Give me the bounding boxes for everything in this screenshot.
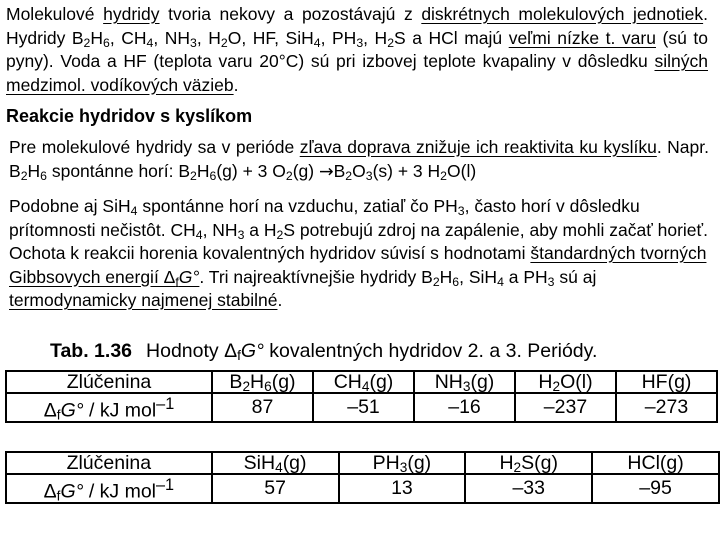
text: H [538, 371, 553, 393]
compound-cell [339, 452, 466, 474]
table-row [6, 474, 719, 503]
subscript: 3 [457, 204, 465, 218]
text: (g) + 3 O [216, 160, 286, 181]
text: B [229, 371, 243, 393]
text: Δ [43, 480, 57, 503]
text: (g) [470, 371, 495, 393]
subscript: 2 [345, 168, 353, 183]
subscript: 4 [195, 227, 203, 242]
text: H [347, 371, 362, 393]
text: . [233, 74, 239, 95]
text: . [277, 290, 283, 310]
text: G° [60, 480, 84, 503]
table-number: Tab. 1.36 [50, 340, 133, 362]
text: P [372, 452, 386, 474]
text: , SiH [459, 266, 498, 287]
text: F [655, 371, 668, 393]
subscript: 6 [452, 274, 460, 289]
text: , NH [153, 27, 191, 48]
subscript: 2 [242, 379, 251, 394]
text: N [434, 371, 449, 393]
subscript: 2 [552, 379, 561, 394]
subscript: 3 [237, 227, 245, 242]
subscript: 3 [462, 379, 471, 394]
value-cell: 87 [212, 393, 313, 422]
compound-cell [465, 452, 592, 474]
text: C [333, 371, 348, 393]
table-row [6, 371, 717, 393]
compound-cell [414, 371, 515, 393]
text: Δ [43, 399, 57, 422]
text: (s) + 3 H [372, 160, 441, 181]
text: H [250, 371, 265, 393]
term-termodynamicka-stabilita: termodynamicky najmenej stabilné [9, 290, 278, 310]
subscript: 2 [387, 35, 395, 50]
text: G° [240, 340, 264, 362]
text: , PH [320, 27, 357, 48]
text: O [560, 371, 576, 393]
value-cell: –51 [313, 393, 414, 422]
subscript: f [175, 274, 179, 289]
compound-cell [616, 371, 717, 393]
subscript: 6 [40, 168, 47, 183]
text: , CH [109, 27, 147, 48]
text: tvoria nekovy a pozostávajú z [159, 4, 422, 24]
subscript: 3 [190, 35, 197, 50]
subscript: 2 [285, 168, 293, 183]
text: Podobne aj SiH [9, 196, 131, 216]
value-cell: –95 [592, 474, 719, 503]
text: Cl [641, 452, 660, 474]
text: H [499, 452, 514, 474]
compound-cell [212, 452, 339, 474]
text: G° [178, 266, 200, 287]
text: (g) [271, 371, 296, 393]
subscript: 2 [190, 168, 197, 183]
text: O, HF, SiH [227, 27, 314, 48]
text: štandardných tvorných Gibbsovych energií Δ [9, 243, 707, 287]
text: H [27, 160, 41, 181]
subscript: f [56, 407, 61, 423]
text: Pre molekulové hydridy sa v perióde [9, 137, 300, 157]
gibbs-table-period-3 [5, 451, 720, 504]
text: S [521, 452, 535, 474]
subscript: 4 [313, 35, 321, 50]
text: G° [60, 399, 84, 422]
text: O(l) [447, 160, 477, 181]
table-row [6, 393, 717, 422]
text: H [385, 452, 400, 474]
subscript: 2 [83, 35, 91, 50]
subscript: 4 [146, 35, 154, 50]
text: spontánne horí na vzduchu, zatiaľ čo PH [137, 196, 458, 216]
subscript: f [237, 348, 241, 363]
text: , H [196, 27, 221, 48]
text: H [627, 452, 642, 474]
header-compound: Zlúčenina [6, 452, 212, 474]
subscript: 3 [365, 168, 373, 183]
text: H [90, 27, 104, 48]
text: H [448, 371, 463, 393]
subscript: f [56, 488, 61, 504]
subscript: 4 [361, 379, 370, 394]
text: (g) [407, 452, 432, 474]
text: / kJ mol [83, 480, 156, 503]
text: / kJ mol [83, 399, 157, 422]
text: H [641, 371, 656, 393]
text: (g) [667, 371, 692, 393]
subscript: 4 [275, 460, 283, 475]
subscript: 2 [20, 168, 28, 183]
text: a H [244, 219, 277, 240]
value-cell: –16 [414, 393, 515, 422]
subscript: 4 [497, 274, 504, 289]
subscript: 2 [440, 168, 447, 183]
text: . Tri najreaktívnejšie hydridy B [199, 266, 433, 287]
subscript: 6 [209, 168, 217, 183]
text: (g) [534, 452, 558, 474]
text: (g) [292, 160, 319, 181]
term-reaktivita: zľava doprava znižuje ich reaktivita ku kyslíku [299, 137, 657, 157]
header-gibbs-energy [6, 393, 212, 422]
subscript: 2 [276, 227, 284, 242]
text: (l) [575, 371, 593, 393]
value-cell: 13 [339, 474, 466, 503]
paragraph-gibbs [9, 195, 715, 313]
value-cell: 57 [212, 474, 339, 503]
subscript: 3 [399, 460, 408, 475]
compound-cell [212, 371, 313, 393]
text: a PH [503, 266, 548, 287]
text: sú aj [554, 266, 597, 287]
text: S a HCl majú [394, 27, 509, 48]
section-heading: Reakcie hydridov s kyslíkom [6, 106, 253, 126]
paragraph-reactivity [9, 136, 709, 184]
subscript: 6 [264, 379, 272, 394]
text: Molekulové [6, 4, 104, 24]
text: H [261, 452, 276, 474]
text: , často horí v dôsledku prítomnosti nečistôt. CH [9, 196, 640, 240]
value-cell: –273 [616, 393, 717, 422]
header-gibbs-energy [6, 474, 212, 503]
compound-cell [515, 371, 616, 393]
text: H [196, 160, 210, 181]
term-diskretne-jednotky: diskrétnych molekulových jednotiek [421, 4, 704, 24]
compound-cell [592, 452, 719, 474]
text: (sú to pyny). Voda a HF (teplota varu 20°C) sú pri izbovej teplote kvapaliny v dôsledku [6, 27, 708, 71]
text: , NH [202, 219, 238, 240]
text: B [333, 160, 346, 181]
subscript: 2 [513, 460, 522, 475]
table-caption [50, 340, 597, 363]
subscript: 2 [432, 274, 440, 289]
subscript: 3 [356, 35, 364, 50]
text: (g) [282, 452, 307, 474]
text: O [352, 160, 366, 181]
text: Hodnoty [146, 340, 225, 362]
subscript: 6 [103, 35, 110, 50]
value-cell: –237 [515, 393, 616, 422]
value-cell: –33 [465, 474, 592, 503]
header-compound: Zlúčenina [6, 371, 212, 393]
term-hydridy: hydridy [103, 4, 160, 24]
text: , H [363, 27, 388, 48]
compound-cell [313, 371, 414, 393]
term-nizke-t-varu: veľmi nízke t. varu [508, 27, 656, 48]
paragraph-hydrides-intro [6, 3, 708, 97]
text: S potrebujú zdroj na zapálenie, aby mohli začať horieť. Ochota k reakcii horenia kovalentných hydridov súvisí s hodnotami [9, 219, 708, 263]
gibbs-table-period-2 [5, 370, 718, 423]
term-vodikove-vazby: silných medzimol. vodíkových väzieb [6, 51, 708, 95]
text: Δ [224, 340, 238, 362]
text: spontánne horí: B [46, 160, 191, 181]
reaction-arrow: → [318, 161, 334, 182]
text: kovalentných hydridov 2. a 3. Periódy. [263, 340, 598, 362]
table-row [6, 452, 719, 474]
text: (g) [369, 371, 394, 393]
superscript: –1 [156, 395, 175, 413]
text: Si [243, 452, 261, 474]
text: H [439, 266, 453, 287]
subscript: 2 [220, 35, 228, 50]
subscript: 3 [547, 274, 555, 289]
superscript: –1 [156, 476, 175, 494]
text: . Hydridy B [6, 4, 708, 48]
text: . Napr. B [9, 137, 709, 181]
text: (g) [659, 452, 684, 474]
subscript: 4 [130, 204, 138, 218]
